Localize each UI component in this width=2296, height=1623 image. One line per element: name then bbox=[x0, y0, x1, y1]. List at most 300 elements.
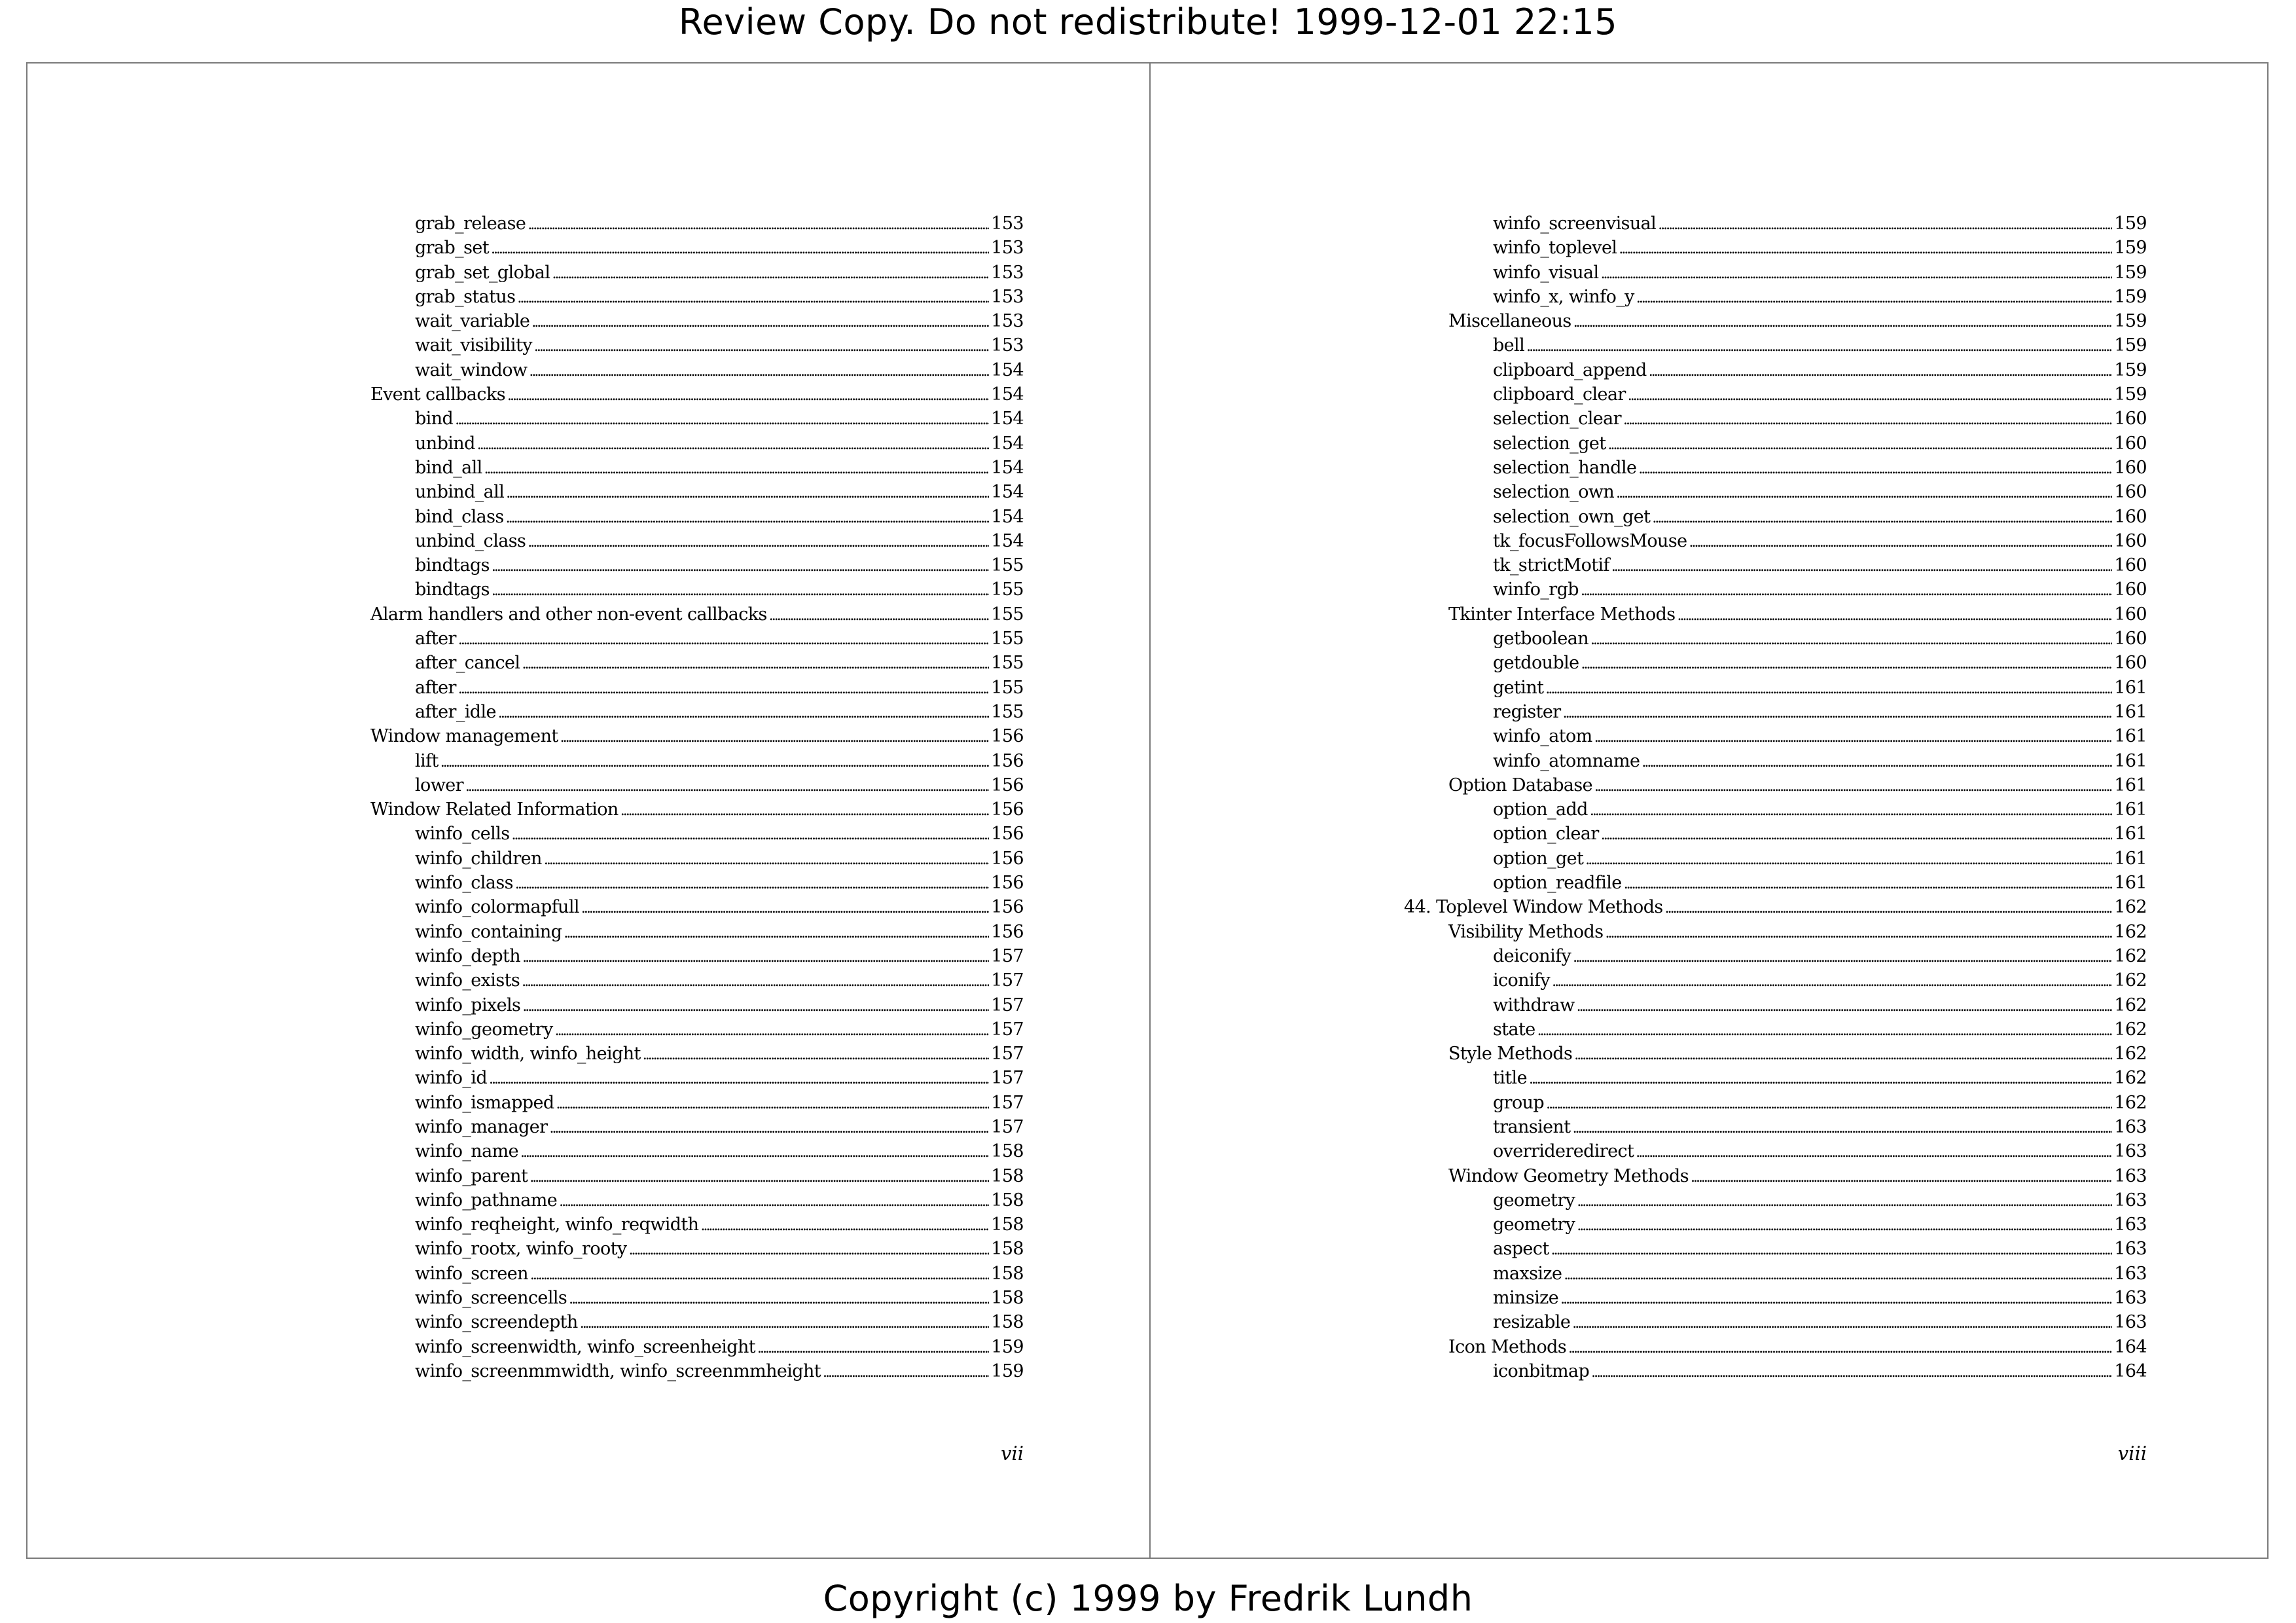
toc-entry-page: 158 bbox=[991, 1312, 1024, 1333]
toc-entry-page: 158 bbox=[991, 1263, 1024, 1284]
dot-leader bbox=[1577, 993, 2113, 1019]
toc-entry bbox=[1404, 505, 2147, 529]
toc-entry bbox=[326, 285, 1024, 309]
toc-entry-title: grab_release bbox=[415, 213, 526, 234]
dot-leader bbox=[465, 773, 989, 799]
toc-entry bbox=[326, 1164, 1024, 1188]
toc-entry-title: bell bbox=[1493, 335, 1525, 356]
toc-entry bbox=[326, 261, 1024, 285]
toc-entry-page: 162 bbox=[2114, 1092, 2147, 1113]
dot-leader bbox=[629, 1237, 990, 1262]
toc-entry-title: Window Geometry Methods bbox=[1448, 1165, 1689, 1186]
toc-entry bbox=[1404, 211, 2147, 236]
toc-entry-title: grab_set_global bbox=[415, 262, 550, 283]
dot-leader bbox=[1677, 602, 2113, 628]
right-page-toc bbox=[1404, 211, 2147, 1383]
toc-entry-page: 157 bbox=[991, 1092, 1024, 1113]
toc-entry bbox=[326, 358, 1024, 382]
toc-entry bbox=[326, 676, 1024, 700]
toc-entry-page: 160 bbox=[2114, 530, 2147, 551]
toc-entry-title: winfo_depth bbox=[415, 945, 521, 966]
toc-entry-title: unbind bbox=[415, 433, 475, 454]
toc-entry bbox=[1404, 651, 2147, 675]
toc-entry bbox=[326, 920, 1024, 944]
toc-entry-page: 163 bbox=[2114, 1214, 2147, 1235]
toc-entry bbox=[1404, 285, 2147, 309]
toc-entry-page: 162 bbox=[2114, 1019, 2147, 1040]
dot-leader bbox=[506, 480, 989, 505]
toc-entry bbox=[1404, 236, 2147, 260]
dot-leader bbox=[559, 1188, 989, 1214]
toc-entry-title: winfo_screenvisual bbox=[1493, 213, 1657, 234]
toc-entry bbox=[326, 700, 1024, 724]
dot-leader bbox=[1573, 309, 2113, 335]
toc-entry bbox=[1404, 847, 2147, 871]
toc-entry-page: 156 bbox=[991, 726, 1024, 747]
toc-entry-page: 158 bbox=[991, 1165, 1024, 1186]
dot-leader bbox=[522, 993, 989, 1019]
toc-entry-page: 163 bbox=[2114, 1141, 2147, 1162]
dot-leader bbox=[700, 1213, 989, 1238]
toc-entry-page: 156 bbox=[991, 775, 1024, 795]
toc-entry bbox=[1404, 529, 2147, 553]
dot-leader bbox=[1560, 1286, 2112, 1311]
toc-entry bbox=[326, 651, 1024, 675]
toc-entry bbox=[326, 236, 1024, 260]
toc-entry-title: lift bbox=[415, 750, 439, 771]
dot-leader bbox=[484, 456, 990, 481]
toc-entry bbox=[1404, 676, 2147, 700]
dot-leader bbox=[620, 797, 990, 823]
dot-leader bbox=[1572, 1310, 2112, 1336]
toc-entry-title: Icon Methods bbox=[1448, 1336, 1567, 1357]
toc-entry bbox=[326, 944, 1024, 968]
dot-leader bbox=[458, 676, 989, 701]
toc-entry bbox=[326, 1335, 1024, 1359]
toc-entry-page: 156 bbox=[991, 873, 1024, 894]
toc-entry bbox=[326, 1213, 1024, 1237]
right-page-number: viii bbox=[2117, 1442, 2147, 1465]
toc-entry-title: winfo_name bbox=[415, 1141, 518, 1162]
dot-leader bbox=[1546, 1091, 2112, 1116]
toc-entry-title: selection_own_get bbox=[1493, 506, 1651, 527]
dot-leader bbox=[1577, 1213, 2112, 1238]
toc-entry-page: 154 bbox=[991, 433, 1024, 454]
toc-entry bbox=[1404, 627, 2147, 651]
toc-entry-title: winfo_rootx, winfo_rooty bbox=[415, 1239, 627, 1260]
toc-entry-page: 160 bbox=[2114, 555, 2147, 576]
toc-entry-page: 159 bbox=[2114, 359, 2147, 380]
dot-leader bbox=[515, 871, 989, 896]
toc-entry-title: getint bbox=[1493, 677, 1544, 698]
dot-leader bbox=[522, 651, 989, 676]
toc-entry-page: 154 bbox=[991, 530, 1024, 551]
toc-entry-title: iconbitmap bbox=[1493, 1360, 1590, 1381]
toc-entry-page: 160 bbox=[2114, 653, 2147, 674]
toc-entry-page: 163 bbox=[2114, 1165, 2147, 1186]
toc-entry-page: 161 bbox=[2114, 775, 2147, 795]
toc-entry-title: Tkinter Interface Methods bbox=[1448, 604, 1676, 625]
dot-leader bbox=[1636, 1139, 2112, 1165]
dot-leader bbox=[528, 211, 989, 237]
toc-entry-title: grab_set bbox=[415, 238, 489, 259]
toc-entry-page: 158 bbox=[991, 1141, 1024, 1162]
toc-entry bbox=[1404, 1359, 2147, 1383]
toc-entry bbox=[326, 309, 1024, 333]
toc-entry bbox=[1404, 1213, 2147, 1237]
dot-leader bbox=[552, 261, 989, 286]
toc-entry-page: 156 bbox=[991, 824, 1024, 845]
toc-entry bbox=[326, 993, 1024, 1017]
toc-entry-title: getboolean bbox=[1493, 629, 1589, 649]
toc-entry bbox=[1404, 944, 2147, 968]
dot-leader bbox=[489, 1066, 989, 1091]
toc-entry-title: winfo_reqheight, winfo_reqwidth bbox=[415, 1214, 699, 1235]
toc-entry-title: option_readfile bbox=[1493, 873, 1622, 894]
toc-entry-page: 156 bbox=[991, 921, 1024, 942]
toc-entry bbox=[326, 724, 1024, 748]
dot-leader bbox=[492, 577, 989, 603]
toc-entry-page: 161 bbox=[2114, 848, 2147, 869]
dot-leader bbox=[1691, 1164, 2112, 1190]
toc-entry-title: tk_focusFollowsMouse bbox=[1493, 530, 1687, 551]
toc-entry bbox=[1404, 749, 2147, 773]
toc-entry-page: 162 bbox=[2114, 994, 2147, 1015]
dot-leader bbox=[580, 1310, 990, 1336]
toc-entry-title: bind bbox=[415, 409, 454, 429]
toc-entry-title: tk_strictMotif bbox=[1493, 555, 1609, 576]
toc-entry bbox=[1404, 1017, 2147, 1042]
toc-entry-page: 156 bbox=[991, 799, 1024, 820]
toc-entry-page: 155 bbox=[991, 579, 1024, 600]
dot-leader bbox=[440, 749, 990, 775]
dot-leader bbox=[1573, 944, 2112, 970]
dot-leader bbox=[491, 236, 989, 261]
toc-entry-page: 153 bbox=[991, 213, 1024, 234]
page-spine-divider bbox=[1149, 62, 1151, 1559]
toc-entry-title: Window Related Information bbox=[370, 799, 619, 820]
toc-entry-title: resizable bbox=[1493, 1312, 1571, 1333]
dot-leader bbox=[1551, 1237, 2113, 1262]
dot-leader bbox=[1689, 529, 2112, 555]
toc-entry-title: transient bbox=[1493, 1116, 1571, 1137]
dot-leader bbox=[517, 285, 989, 310]
toc-entry bbox=[326, 1237, 1024, 1261]
toc-entry bbox=[1404, 1115, 2147, 1139]
toc-entry-page: 162 bbox=[2114, 897, 2147, 918]
toc-entry-page: 154 bbox=[991, 409, 1024, 429]
dot-leader bbox=[1590, 797, 2112, 823]
toc-entry-page: 162 bbox=[2114, 921, 2147, 942]
toc-entry-page: 153 bbox=[991, 335, 1024, 356]
toc-entry-title: winfo_x, winfo_y bbox=[1493, 286, 1634, 307]
dot-leader bbox=[458, 627, 989, 652]
toc-entry bbox=[1404, 700, 2147, 724]
toc-entry-title: iconify bbox=[1493, 970, 1551, 991]
toc-entry-title: grab_status bbox=[415, 286, 516, 307]
toc-entry bbox=[1404, 920, 2147, 944]
dot-leader bbox=[1636, 285, 2112, 310]
toc-entry-title: clipboard_append bbox=[1493, 359, 1647, 380]
toc-entry-page: 157 bbox=[991, 994, 1024, 1015]
toc-entry-title: option_clear bbox=[1493, 824, 1599, 845]
toc-entry bbox=[326, 1188, 1024, 1213]
toc-entry-title: winfo_screen bbox=[415, 1263, 528, 1284]
toc-entry-page: 159 bbox=[2114, 262, 2147, 283]
toc-entry bbox=[1404, 993, 2147, 1017]
toc-entry-title: option_get bbox=[1493, 848, 1584, 869]
toc-entry-page: 159 bbox=[2114, 335, 2147, 356]
toc-entry bbox=[1404, 1262, 2147, 1286]
dot-leader bbox=[1652, 505, 2112, 530]
toc-entry-title: bind_all bbox=[415, 457, 482, 478]
dot-leader bbox=[1573, 1115, 2113, 1140]
toc-entry-page: 157 bbox=[991, 945, 1024, 966]
toc-entry-title: maxsize bbox=[1493, 1263, 1562, 1284]
dot-leader bbox=[1552, 968, 2112, 994]
toc-entry-title: after_cancel bbox=[415, 653, 520, 674]
toc-entry-title: selection_handle bbox=[1493, 457, 1637, 478]
toc-entry bbox=[326, 1359, 1024, 1383]
toc-entry-page: 157 bbox=[991, 970, 1024, 991]
dot-leader bbox=[555, 1017, 990, 1043]
toc-entry bbox=[326, 382, 1024, 407]
toc-entry bbox=[1404, 1286, 2147, 1310]
toc-entry-title: winfo_geometry bbox=[415, 1019, 553, 1040]
dot-leader bbox=[1537, 1017, 2113, 1043]
toc-entry-title: wait_visibility bbox=[415, 335, 532, 356]
toc-entry bbox=[326, 797, 1024, 822]
toc-entry-title: Option Database bbox=[1448, 775, 1593, 795]
toc-entry-page: 154 bbox=[991, 457, 1024, 478]
toc-entry-title: unbind_all bbox=[415, 482, 505, 503]
dot-leader bbox=[1529, 1066, 2112, 1091]
toc-entry-page: 156 bbox=[991, 897, 1024, 918]
toc-entry bbox=[1404, 553, 2147, 577]
toc-entry-page: 162 bbox=[2114, 1044, 2147, 1065]
toc-entry-title: Window management bbox=[370, 726, 558, 747]
toc-entry-title: winfo_atom bbox=[1493, 726, 1592, 747]
toc-entry bbox=[1404, 309, 2147, 333]
dot-leader bbox=[1641, 749, 2112, 775]
toc-entry bbox=[326, 627, 1024, 651]
toc-entry bbox=[326, 211, 1024, 236]
toc-entry bbox=[326, 773, 1024, 797]
toc-entry-page: 161 bbox=[2114, 726, 2147, 747]
toc-entry-page: 160 bbox=[2114, 457, 2147, 478]
toc-entry-page: 163 bbox=[2114, 1239, 2147, 1260]
toc-entry bbox=[326, 749, 1024, 773]
toc-entry bbox=[1404, 333, 2147, 357]
toc-entry-page: 160 bbox=[2114, 579, 2147, 600]
toc-entry bbox=[1404, 968, 2147, 993]
toc-entry-page: 160 bbox=[2114, 506, 2147, 527]
toc-entry bbox=[1404, 1188, 2147, 1213]
toc-entry bbox=[326, 1286, 1024, 1310]
toc-entry-title: winfo_exists bbox=[415, 970, 520, 991]
toc-entry bbox=[1404, 456, 2147, 480]
toc-entry bbox=[1404, 382, 2147, 407]
toc-entry-title: unbind_class bbox=[415, 530, 526, 551]
dot-leader bbox=[1628, 382, 2113, 408]
toc-entry-page: 157 bbox=[991, 1116, 1024, 1137]
dot-leader bbox=[1581, 577, 2112, 603]
toc-entry-title: winfo_colormapfull bbox=[415, 897, 579, 918]
toc-entry bbox=[326, 1115, 1024, 1139]
toc-entry bbox=[1404, 1335, 2147, 1359]
toc-entry-title: winfo_pathname bbox=[415, 1190, 558, 1211]
dot-leader bbox=[1564, 1262, 2112, 1287]
dot-leader bbox=[1619, 236, 2112, 261]
toc-entry bbox=[326, 602, 1024, 627]
toc-entry-title: aspect bbox=[1493, 1239, 1549, 1260]
toc-entry-page: 154 bbox=[991, 384, 1024, 405]
toc-entry bbox=[1404, 407, 2147, 431]
dot-leader bbox=[1658, 211, 2112, 237]
toc-entry-page: 159 bbox=[2114, 311, 2147, 332]
dot-leader bbox=[1545, 676, 2112, 701]
dot-leader bbox=[549, 1115, 989, 1140]
dot-leader bbox=[1601, 822, 2113, 847]
toc-entry bbox=[1404, 1091, 2147, 1115]
dot-leader bbox=[512, 822, 990, 847]
toc-entry-page: 161 bbox=[2114, 799, 2147, 820]
toc-entry-title: lower bbox=[415, 775, 463, 795]
toc-entry-title: winfo_screenwidth, winfo_screenheight bbox=[415, 1336, 755, 1357]
dot-leader bbox=[1623, 407, 2112, 432]
dot-leader bbox=[520, 1139, 989, 1165]
dot-leader bbox=[556, 1091, 990, 1116]
dot-leader bbox=[1563, 700, 2113, 725]
toc-entry bbox=[1404, 822, 2147, 846]
toc-entry-page: 155 bbox=[991, 555, 1024, 576]
toc-entry-title: winfo_pixels bbox=[415, 994, 521, 1015]
toc-entry-title: state bbox=[1493, 1019, 1535, 1040]
dot-leader bbox=[569, 1286, 989, 1311]
dot-leader bbox=[477, 431, 989, 457]
dot-leader bbox=[522, 968, 989, 994]
dot-leader bbox=[506, 505, 990, 530]
toc-entry-page: 161 bbox=[2114, 750, 2147, 771]
dot-leader bbox=[564, 920, 989, 945]
dot-leader bbox=[757, 1335, 989, 1360]
toc-entry-page: 153 bbox=[991, 238, 1024, 259]
toc-entry bbox=[1404, 773, 2147, 797]
toc-entry bbox=[326, 529, 1024, 553]
toc-entry-title: Style Methods bbox=[1448, 1044, 1573, 1065]
toc-entry-title: winfo_atomname bbox=[1493, 750, 1640, 771]
toc-entry-title: minsize bbox=[1493, 1288, 1559, 1309]
toc-entry bbox=[326, 1017, 1024, 1042]
toc-entry-page: 160 bbox=[2114, 433, 2147, 454]
toc-entry bbox=[326, 1139, 1024, 1163]
dot-leader bbox=[455, 407, 989, 432]
toc-entry-page: 163 bbox=[2114, 1288, 2147, 1309]
toc-entry bbox=[1404, 1139, 2147, 1163]
toc-entry-title: group bbox=[1493, 1092, 1545, 1113]
toc-entry-title: overrideredirect bbox=[1493, 1141, 1634, 1162]
dot-leader bbox=[498, 700, 989, 725]
toc-entry bbox=[1404, 261, 2147, 285]
dot-leader bbox=[1616, 480, 2112, 505]
dot-leader bbox=[1594, 773, 2112, 799]
toc-entry-title: winfo_screendepth bbox=[415, 1312, 578, 1333]
dot-leader bbox=[529, 358, 989, 384]
toc-entry-page: 164 bbox=[2114, 1360, 2147, 1381]
dot-leader bbox=[1605, 920, 2113, 945]
dot-leader bbox=[1638, 456, 2112, 481]
toc-entry-title: after bbox=[415, 629, 456, 649]
toc-entry bbox=[326, 407, 1024, 431]
toc-entry-page: 158 bbox=[991, 1239, 1024, 1260]
toc-entry-title: wait_variable bbox=[415, 311, 530, 332]
toc-entry bbox=[326, 1091, 1024, 1115]
toc-entry-title: winfo_screencells bbox=[415, 1288, 567, 1309]
dot-leader bbox=[492, 553, 989, 579]
dot-leader bbox=[1624, 871, 2113, 896]
toc-entry bbox=[326, 847, 1024, 871]
toc-entry bbox=[1404, 358, 2147, 382]
toc-entry bbox=[1404, 895, 2147, 919]
dot-leader bbox=[1594, 724, 2113, 750]
toc-entry bbox=[326, 1310, 1024, 1334]
toc-entry bbox=[1404, 1310, 2147, 1334]
toc-entry-page: 161 bbox=[2114, 677, 2147, 698]
toc-entry-page: 159 bbox=[2114, 384, 2147, 405]
toc-entry bbox=[326, 822, 1024, 846]
dot-leader bbox=[530, 1262, 989, 1287]
toc-entry bbox=[326, 505, 1024, 529]
toc-entry-page: 160 bbox=[2114, 409, 2147, 429]
toc-entry-title: winfo_ismapped bbox=[415, 1092, 554, 1113]
toc-entry bbox=[326, 968, 1024, 993]
toc-entry bbox=[326, 333, 1024, 357]
toc-entry-title: option_add bbox=[1493, 799, 1588, 820]
dot-leader bbox=[522, 944, 989, 970]
dot-leader bbox=[529, 1164, 989, 1190]
toc-entry-page: 159 bbox=[991, 1360, 1024, 1381]
toc-entry-page: 157 bbox=[991, 1044, 1024, 1065]
toc-entry-page: 160 bbox=[2114, 482, 2147, 503]
toc-entry-page: 154 bbox=[991, 506, 1024, 527]
toc-entry-title: after bbox=[415, 677, 456, 698]
dot-leader bbox=[528, 529, 989, 555]
toc-entry-page: 158 bbox=[991, 1214, 1024, 1235]
toc-entry bbox=[1404, 1066, 2147, 1090]
toc-entry-page: 163 bbox=[2114, 1263, 2147, 1284]
toc-entry-title: winfo_rgb bbox=[1493, 579, 1579, 600]
toc-entry-page: 159 bbox=[2114, 238, 2147, 259]
toc-entry-page: 154 bbox=[991, 359, 1024, 380]
toc-entry bbox=[326, 1066, 1024, 1090]
dot-leader bbox=[769, 602, 989, 628]
toc-entry bbox=[326, 871, 1024, 895]
dot-leader bbox=[544, 847, 989, 872]
dot-leader bbox=[1665, 895, 2113, 921]
dot-leader bbox=[531, 309, 989, 335]
toc-entry bbox=[1404, 602, 2147, 627]
toc-entry-page: 153 bbox=[991, 311, 1024, 332]
toc-entry bbox=[1404, 1164, 2147, 1188]
dot-leader bbox=[1568, 1335, 2112, 1360]
toc-entry bbox=[326, 553, 1024, 577]
toc-entry-page: 154 bbox=[991, 482, 1024, 503]
toc-entry-title: winfo_children bbox=[415, 848, 542, 869]
copyright-banner: Copyright (c) 1999 by Fredrik Lundh bbox=[823, 1578, 1473, 1619]
dot-leader bbox=[1574, 1042, 2112, 1067]
toc-entry-page: 158 bbox=[991, 1288, 1024, 1309]
toc-entry-title: wait_window bbox=[415, 359, 528, 380]
